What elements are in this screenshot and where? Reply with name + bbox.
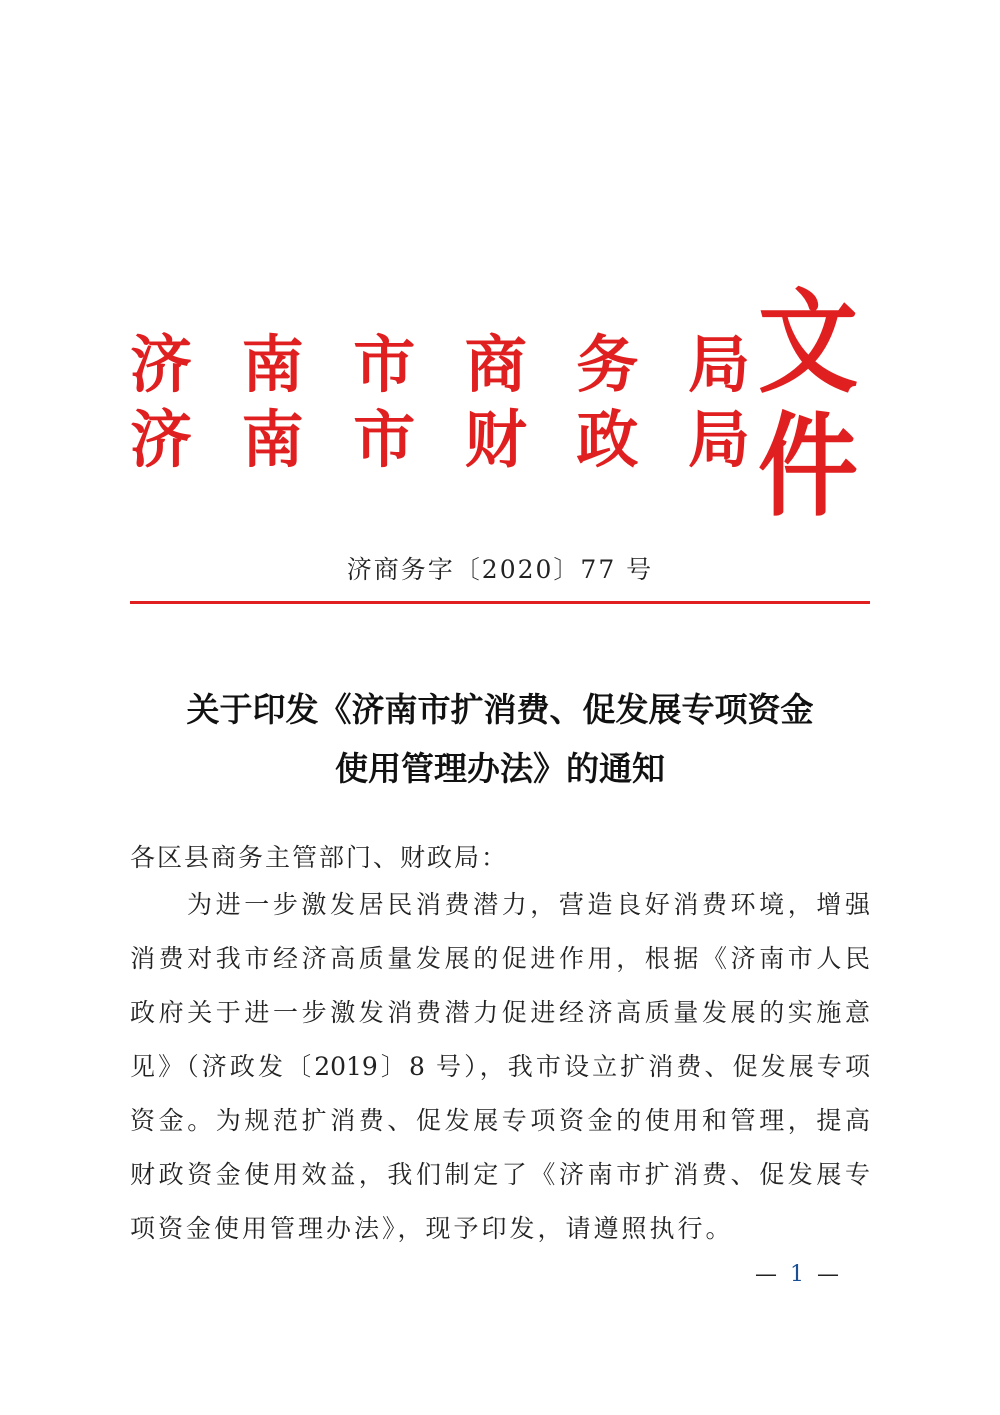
page-number <box>755 1262 839 1287</box>
body-line: 见》（济政发〔2019〕8 号），我市设立扩消费、促发展专项 <box>130 1052 870 1081</box>
agency-char: 南 <box>241 328 304 401</box>
red-divider <box>130 601 870 604</box>
agency-char: 南 <box>241 403 304 476</box>
page-number-value: 1 <box>790 1262 804 1287</box>
agency-char: 务 <box>576 328 639 401</box>
salutation: 各区县商务主管部门、财政局： <box>130 843 509 872</box>
agency-char: 济 <box>130 403 193 476</box>
agency-char: 局 <box>687 328 750 401</box>
agency-char: 商 <box>464 328 527 401</box>
agency-line-finance <box>130 402 750 477</box>
red-letterhead <box>130 276 880 532</box>
agency-char: 财 <box>464 403 527 476</box>
agency-char: 局 <box>687 403 750 476</box>
page-dash-left: — <box>755 1262 777 1287</box>
agency-char: 市 <box>353 403 416 476</box>
agency-line-commerce <box>130 327 750 402</box>
body-line: 为进一步激发居民消费潜力，营造良好消费环境，增强 <box>187 890 870 919</box>
document-number: 济商务字〔2020〕77 号 <box>346 555 654 584</box>
body-line: 政府关于进一步激发消费潜力促进经济高质量发展的实施意 <box>130 998 870 1027</box>
body-line: 消费对我市经济高质量发展的促进作用，根据《济南市人民 <box>130 944 870 973</box>
agency-char: 济 <box>130 328 193 401</box>
agency-char: 市 <box>353 328 416 401</box>
body-line: 资金。为规范扩消费、促发展专项资金的使用和管理，提高 <box>130 1106 870 1135</box>
notice-title-line-2: 使用管理办法》的通知 <box>335 749 665 788</box>
body-line: 项资金使用管理办法》，现予印发，请遵照执行。 <box>130 1214 734 1243</box>
agency-char: 政 <box>576 403 639 476</box>
notice-title-line-1: 关于印发《济南市扩消费、促发展专项资金 <box>186 690 814 729</box>
body-line: 财政资金使用效益，我们制定了《济南市扩消费、促发展专 <box>130 1160 870 1189</box>
document-suffix: 文件 <box>758 276 842 532</box>
page-dash-right: — <box>817 1262 839 1287</box>
